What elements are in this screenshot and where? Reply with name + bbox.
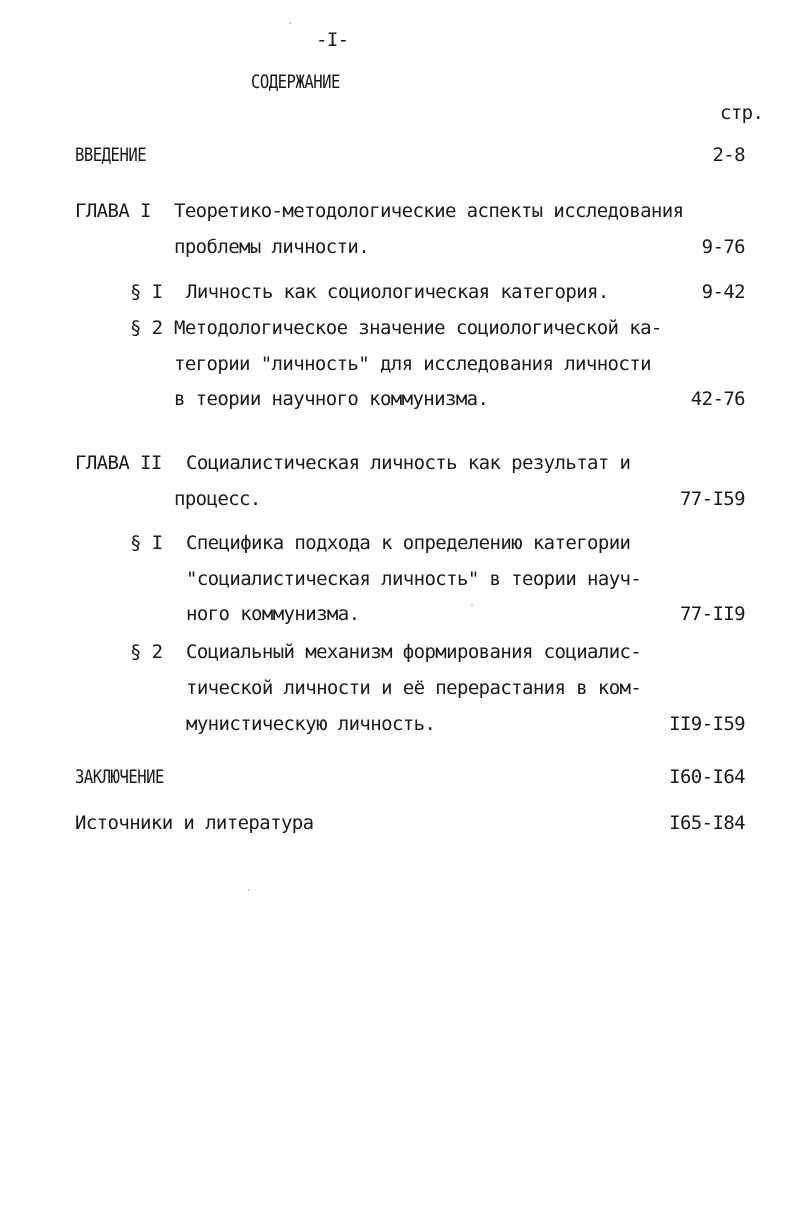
chapter1-label: ГЛАВА I [75,200,151,222]
page-column-label: стр. [720,102,764,124]
chapter2-section1-pages: 77-II9 [679,603,745,625]
chapter1-title-line1: Теоретико-методологические аспекты исследования [174,200,684,222]
chapter2-section2-pages: II9-I59 [669,713,745,735]
chapter1-section2-line3: в теории научного коммунизма. [174,388,489,410]
chapter2-section1-line3: ного коммунизма. [186,603,360,625]
chapter2-section2-line2: тической личности и её перерастания в ком- [186,677,642,699]
page-title: СОДЕРЖАНИЕ [251,71,340,93]
chapter1-section2-line2: тегории "личность" для исследования личности [174,353,651,375]
scan-speck [289,22,291,24]
toc-entry-conclusion-pages: I60-I64 [669,766,745,788]
chapter2-section1-line1: Специфика подхода к определению категории [186,532,631,554]
toc-entry-introduction-label: ВВЕДЕНИЕ [75,144,147,166]
page-number: -I- [316,29,349,51]
chapter1-pages: 9-76 [701,236,745,258]
chapter1-section1-pages: 9-42 [701,281,745,303]
toc-entry-sources-pages: I65-I84 [669,812,745,834]
chapter2-section2-line1: Социальный механизм формирования социалис- [186,641,642,663]
chapter1-section2-mark: § 2 [130,317,163,339]
chapter2-section2-mark: § 2 [130,641,163,663]
chapter1-section2-line1: Методологическое значение социологической ка- [174,317,662,339]
chapter2-section1-mark: § I [130,532,163,554]
chapter2-title-line1: Социалистическая личность как результат и [186,452,631,474]
chapter2-section1-line2: "социалистическая личность" в теории науч- [186,568,642,590]
chapter1-title-line2: проблемы личности. [174,236,370,258]
chapter2-section2-line3: мунистическую личность. [186,713,436,735]
chapter1-section1-mark: § I [130,281,163,303]
chapter2-title-line2: процесс. [174,488,261,510]
chapter1-section2-pages: 42-76 [690,388,745,410]
chapter2-pages: 77-I59 [679,488,745,510]
toc-entry-conclusion-label: ЗАКЛЮЧЕНИЕ [75,766,164,788]
scan-speck [471,604,473,606]
toc-entry-sources-label: Источники и литература [75,812,314,834]
chapter1-section1-line1: Личность как социологическая категория. [186,281,609,303]
chapter2-label: ГЛАВА II [75,452,162,474]
toc-entry-introduction-pages: 2-8 [712,144,745,166]
scan-speck [248,889,250,891]
